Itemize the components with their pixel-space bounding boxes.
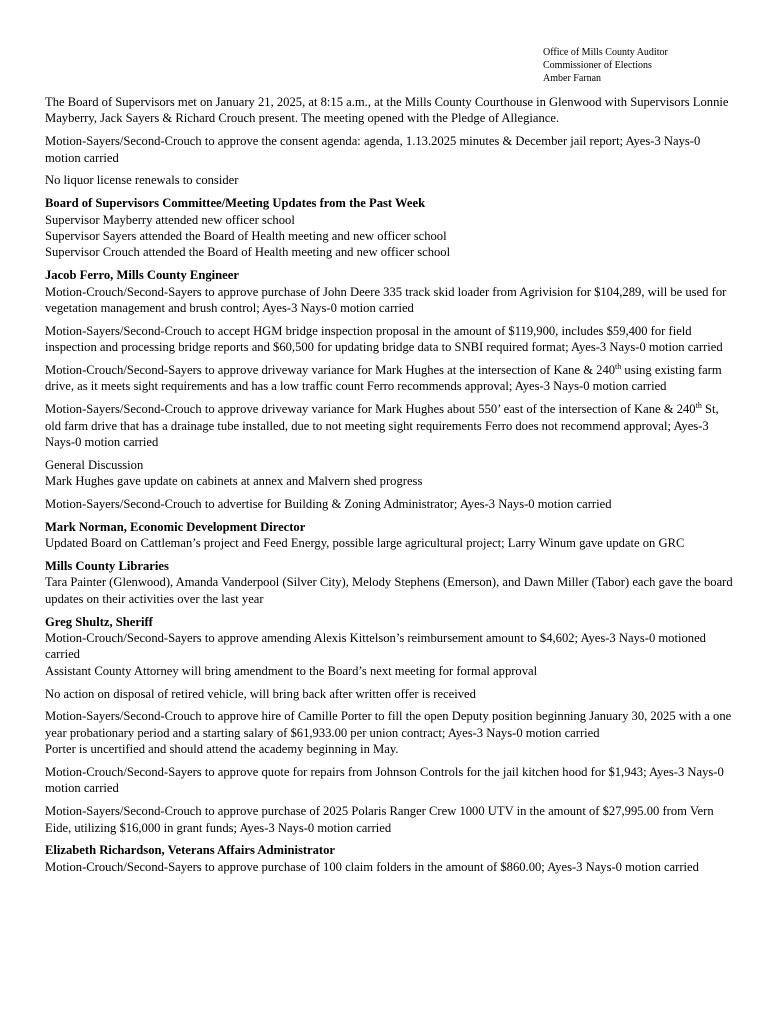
- engineer-motion-skid-loader: Motion-Crouch/Second-Sayers to approve purchase of John Deere 335 track skid loader from Agrivision for $104,289, will be used for vegetation management and brush control; Ayes-3 Nays-0 motion carried: [45, 284, 727, 316]
- committee-line: Supervisor Crouch attended the Board of Health meeting and new officer school: [45, 245, 451, 260]
- consent-motion: Motion-Sayers/Second-Crouch to approve the consent agenda: agenda, 1.13.2025 minutes & December jail report; Ayes-3 Nays-0 motion carried: [45, 134, 701, 165]
- sheriff-hire-section: [45, 708, 735, 757]
- auditor-header: [543, 46, 668, 85]
- general-discussion-label: General Discussion: [45, 457, 144, 472]
- sheriff-heading: Greg Shultz, Sheriff: [45, 614, 153, 629]
- libraries-heading: Mills County Libraries: [45, 559, 169, 574]
- committee-heading: Board of Supervisors Committee/Meeting Updates from the Past Week: [45, 196, 426, 211]
- header-office: Office of Mills County Auditor: [543, 47, 668, 58]
- sheriff-motion-reimbursement: Motion-Crouch/Second-Sayers to approve amending Alexis Kittelson’s reimbursement amount to $4,602; Ayes-3 Nays-0 motioned carried: [45, 631, 706, 662]
- econdev-text: Updated Board on Cattleman’s project and Feed Energy, possible large agricultural project; Larry Winum gave update on GRC: [45, 536, 685, 551]
- sheriff-motion-hire: Motion-Sayers/Second-Crouch to approve hire of Camille Porter to fill the open Deputy position beginning January 30, 2025 with a one year probationary period and a starting salary of $61,933.00 per union contract; Ayes-3 Nays-0 motion carried: [45, 709, 732, 740]
- minutes-body: [45, 94, 735, 875]
- committee-line: Supervisor Mayberry attended new officer school: [45, 212, 295, 227]
- header-name: Amber Farnan: [543, 73, 602, 84]
- veterans-heading: Elizabeth Richardson, Veterans Affairs Administrator: [45, 843, 336, 858]
- committee-line: Supervisor Sayers attended the Board of Health meeting and new officer school: [45, 229, 447, 244]
- committee-section: [45, 195, 735, 261]
- engineer-motion-bridge-inspection: Motion-Sayers/Second-Crouch to accept HGM bridge inspection proposal in the amount of $119,900, includes $59,400 for field inspection and processing bridge reports and $60,500 for updating bridge data to SNBI required format; Ayes-3 Nays-0 motion carried: [45, 323, 723, 355]
- veterans-motion-folders: Motion-Crouch/Second-Sayers to approve purchase of 100 claim folders in the amount of $860.00; Ayes-3 Nays-0 motion carried: [45, 859, 699, 874]
- sheriff-section: [45, 614, 735, 680]
- liquor-note: No liquor license renewals to consider: [45, 173, 239, 188]
- engineer-motion-advertise: Motion-Sayers/Second-Crouch to advertise for Building & Zoning Administrator; Ayes-3 Nays-0 motion carried: [45, 497, 612, 512]
- sheriff-no-action: No action on disposal of retired vehicle, will bring back after written offer is received: [45, 686, 476, 701]
- libraries-section: [45, 558, 735, 607]
- veterans-section: [45, 842, 735, 875]
- intro-paragraph: The Board of Supervisors met on January 21, 2025, at 8:15 a.m., at the Mills County Courthouse in Glenwood with Supervisors Lonnie Mayberry, Jack Sayers & Richard Crouch present. The meeting opened with the Pledge of Allegiance.: [45, 95, 729, 126]
- sheriff-note-academy: Porter is uncertified and should attend the academy beginning in May.: [45, 742, 399, 757]
- libraries-text: Tara Painter (Glenwood), Amanda Vanderpool (Silver City), Melody Stephens (Emerson), and Dawn Miller (Tabor) each gave the board updates on their activities over the last year: [45, 575, 733, 606]
- econdev-section: [45, 519, 735, 552]
- engineer-section: [45, 267, 735, 316]
- general-discussion: [45, 457, 735, 490]
- sheriff-motion-kitchen-hood: Motion-Crouch/Second-Sayers to approve quote for repairs from Johnson Controls for the jail kitchen hood for $1,943; Ayes-3 Nays-0 motion carried: [45, 765, 724, 796]
- sheriff-motion-utv: Motion-Sayers/Second-Crouch to approve purchase of 2025 Polaris Ranger Crew 1000 UTV in the amount of $27,995.00 from Vern Eide, utilizing $16,000 in grant funds; Ayes-3 Nays-0 motion carried: [45, 804, 714, 835]
- econdev-heading: Mark Norman, Economic Development Director: [45, 519, 306, 534]
- header-commissioner: Commissioner of Elections: [543, 60, 652, 71]
- sheriff-note-amendment: Assistant County Attorney will bring amendment to the Board’s next meeting for formal approval: [45, 663, 538, 678]
- engineer-motion-driveway-deny: Motion-Sayers/Second-Crouch to approve driveway variance for Mark Hughes about 550’ east of the intersection of Kane & 240th St, old farm drive that has a drainage tube installed, due to not meeting sight requirements Ferro does not recommend approval; Ayes-3 Nays-0 motion carried: [45, 401, 719, 450]
- engineer-motion-driveway-approve: Motion-Crouch/Second-Sayers to approve driveway variance for Mark Hughes at the intersection of Kane & 240th using existing farm drive, as it meets sight requirements and has a low traffic count Ferro recommends approval; Ayes-3 Nays-0 motion carried: [45, 361, 722, 394]
- engineer-heading: Jacob Ferro, Mills County Engineer: [45, 268, 239, 283]
- general-discussion-text: Mark Hughes gave update on cabinets at annex and Malvern shed progress: [45, 474, 423, 489]
